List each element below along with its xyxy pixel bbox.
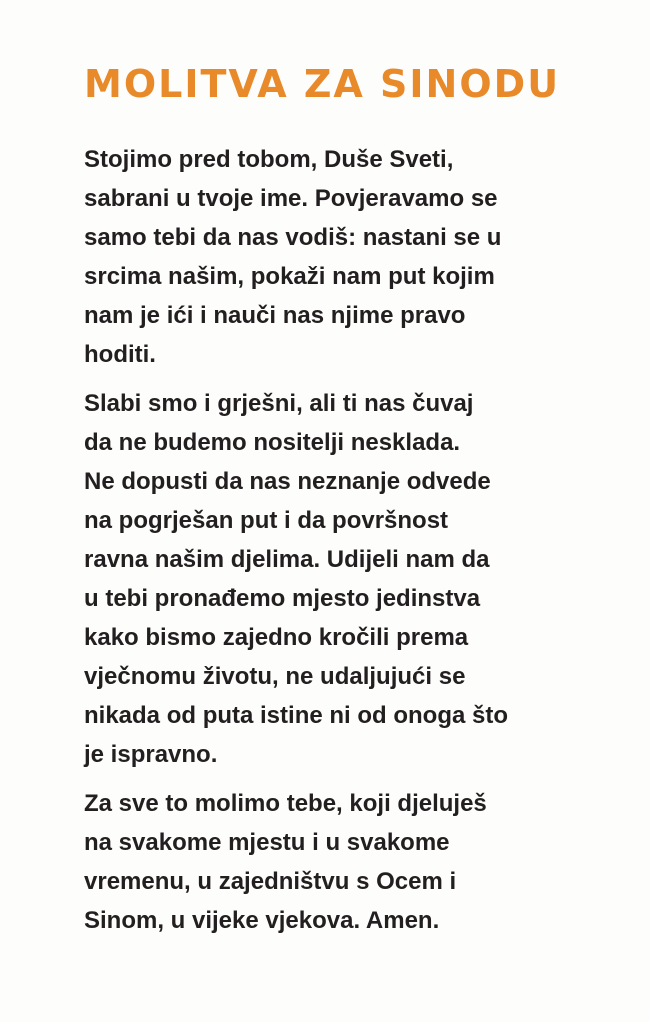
paragraph-1: Stojimo pred tobom, Duše Sveti, sabrani u tvoje ime. Povjeravamo se samo tebi da nas vodiš: nastani se u srcima našim, pokaži nam put kojim nam je ići i nauči nas njime pravo hoditi. — [84, 146, 502, 368]
page-title: MOLITVA ZA SINODU — [84, 62, 561, 106]
paragraph-2: Slabi smo i grješni, ali ti nas čuvaj da ne budemo nositelji nesklada. Ne dopusti da nas neznanje odvede na pogrješan put i da površnost ravna našim djelima. Udijeli nam da u tebi pronađemo mjesto jedinstva kako bismo zajedno kročili prema vječnomu životu, ne udaljujući se nikada od puta istine ni od onoga što je ispravno. — [84, 390, 509, 768]
paragraph-3: Za sve to molimo tebe, koji djeluješ na svakome mjestu i u svakome vremenu, u zajedništvu s Ocem i Sinom, u vijeke vjekova. Amen. — [84, 790, 487, 934]
prayer-text — [84, 140, 584, 950]
